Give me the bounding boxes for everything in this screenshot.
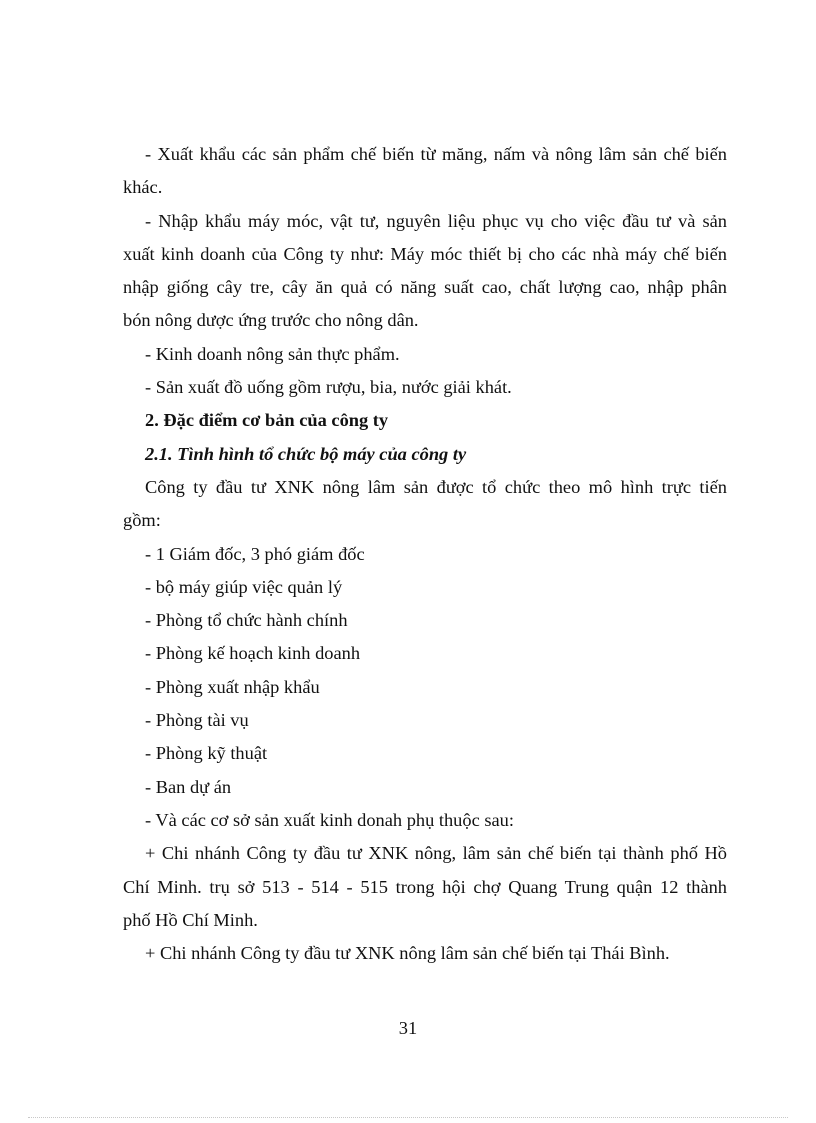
paragraph-line: gồm: [123,510,161,531]
paragraph-line: xuất kinh doanh của Công ty như: Máy móc thiết bị cho các nhà máy chế biến [123,243,727,264]
paragraph-line: + Chi nhánh Công ty đầu tư XNK nông, lâm sản chế biến tại thành phố Hồ [145,843,727,864]
page-bottom-divider [28,1117,788,1118]
section-heading: 2. Đặc điểm cơ bản của công ty [145,410,389,431]
paragraph-line: bón nông dược ứng trước cho nông dân. [123,310,419,331]
bullet-line: - bộ máy giúp việc quản lý [145,576,343,597]
bullet-line: - Phòng kế hoạch kinh doanh [145,643,361,664]
paragraph-line: - Xuất khẩu các sản phẩm chế biến từ măng, nấm và nông lâm sản chế biến [145,144,727,164]
paragraph-line: Công ty đầu tư XNK nông lâm sản được tổ chức theo mô hình trực tiến [145,476,727,497]
paragraph-line: - Nhập khẩu máy móc, vật tư, nguyên liệu phục vụ cho việc đầu tư và sản [145,210,727,231]
bullet-line: - Sản xuất đồ uống gồm rượu, bia, nước giải khát. [145,377,512,398]
paragraph-line: + Chi nhánh Công ty đầu tư XNK nông lâm sản chế biến tại Thái Bình. [145,943,670,964]
bullet-line: - Phòng tài vụ [145,710,249,731]
page-number: 31 [398,1018,418,1038]
bullet-line: - Phòng kỹ thuật [145,743,268,764]
bullet-line: - Phòng xuất nhập khẩu [145,676,320,697]
page-body [123,138,727,970]
bullet-line: - Ban dự án [145,776,232,797]
subsection-heading: 2.1. Tình hình tổ chức bộ máy của công ty [145,443,467,464]
paragraph-line: nhập giống cây tre, cây ăn quả có năng suất cao, chất lượng cao, nhập phân [123,277,727,298]
bullet-line: - Phòng tổ chức hành chính [145,610,348,631]
paragraph-line: Chí Minh. trụ sở 513 - 514 - 515 trong hội chợ Quang Trung quận 12 thành [123,876,727,897]
bullet-line: - 1 Giám đốc, 3 phó giám đốc [145,543,365,564]
paragraph-line: phố Hồ Chí Minh. [123,909,258,930]
bullet-line: - Và các cơ sở sản xuất kinh donah phụ thuộc sau: [145,809,514,830]
bullet-line: - Kinh doanh nông sản thực phẩm. [145,343,400,364]
paragraph-line: khác. [123,177,163,198]
